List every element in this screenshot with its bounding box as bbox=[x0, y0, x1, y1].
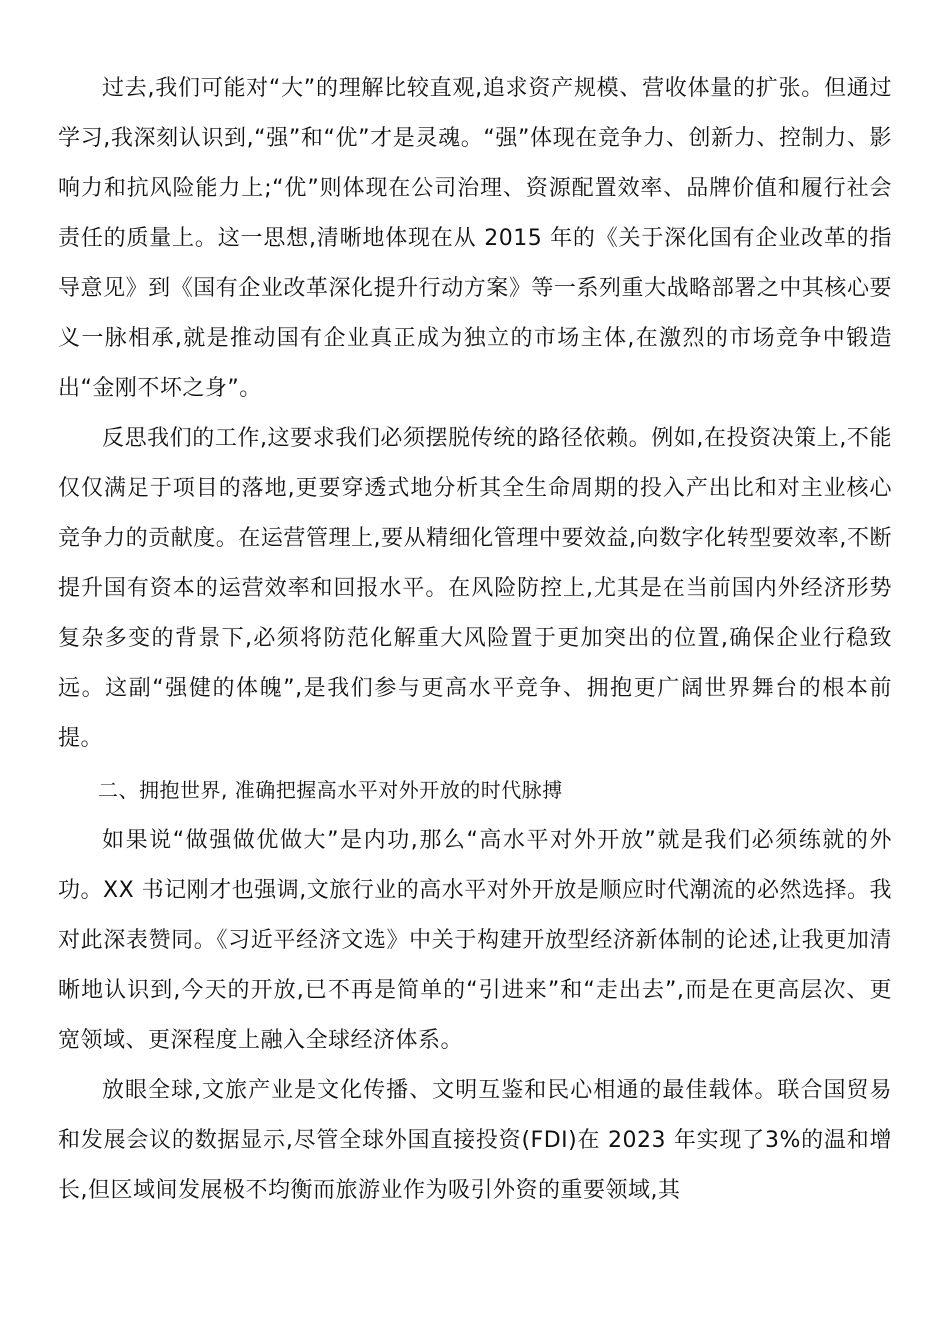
paragraph-3: 如果说“做强做优做大”是内功,那么“高水平对外开放”就是我们必须练就的外功。XX 书记刚才也强调,文旅行业的高水平对外开放是顺应时代潮流的必然选择。我对此深表赞同。《习近平经济文选》中关于构建开放型经济新体制的论述,让我更加清晰地认识到,今天的开放,已不再是简单的“引进来”和“走出去”,而是在更高层次、更宽领域、更深程度上融入全球经济体系。 bbox=[58, 828, 892, 1053]
paragraph-1: 过去,我们可能对“大”的理解比较直观,追求资产规模、营收体量的扩张。但通过学习,我深刻认识到,“强”和“优”才是灵魂。“强”体现在竞争力、创新力、控制力、影响力和抗风险能力上;“优”则体现在公司治理、资源配置效率、品牌价值和履行社会责任的质量上。这一思想,清晰地体现在从 2015 年的《关于深化国有企业改革的指导意见》到《国有企业改革深化提升行动方案》等一系列重大战略部署之中其核心要义一脉相承,就是推动国有企业真正成为独立的市场主体,在激烈的市场竞争中锻造出“金刚不坏之身”。 bbox=[58, 76, 892, 401]
document-body bbox=[58, 64, 892, 1216]
paragraph-2: 反思我们的工作,这要求我们必须摆脱传统的路径依赖。例如,在投资决策上,不能仅仅满足于项目的落地,更要穿透式地分析其全生命周期的投入产出比和对主业核心竞争力的贡献度。在运营管理上,要从精细化管理中要效益,向数字化转型要效率,不断提升国有资本的运营效率和回报水平。在风险防控上,尤其是在当前国内外经济形势复杂多变的背景下,必须将防范化解重大风险置于更加突出的位置,确保企业行稳致远。这副“强健的体魄”,是我们参与更高水平竞争、拥抱更广阔世界舞台的根本前提。 bbox=[58, 426, 892, 751]
paragraph-4: 放眼全球,文旅产业是文化传播、文明互鉴和民心相通的最佳载体。联合国贸易和发展会议的数据显示,尽管全球外国直接投资(FDI)在 2023 年实现了3%的温和增长,但区域间发展极不均衡而旅游业作为吸引外资的重要领域,其 bbox=[58, 1078, 892, 1203]
section-heading: 二、拥抱世界, 准确把握高水平对外开放的时代脉搏 bbox=[98, 778, 563, 802]
